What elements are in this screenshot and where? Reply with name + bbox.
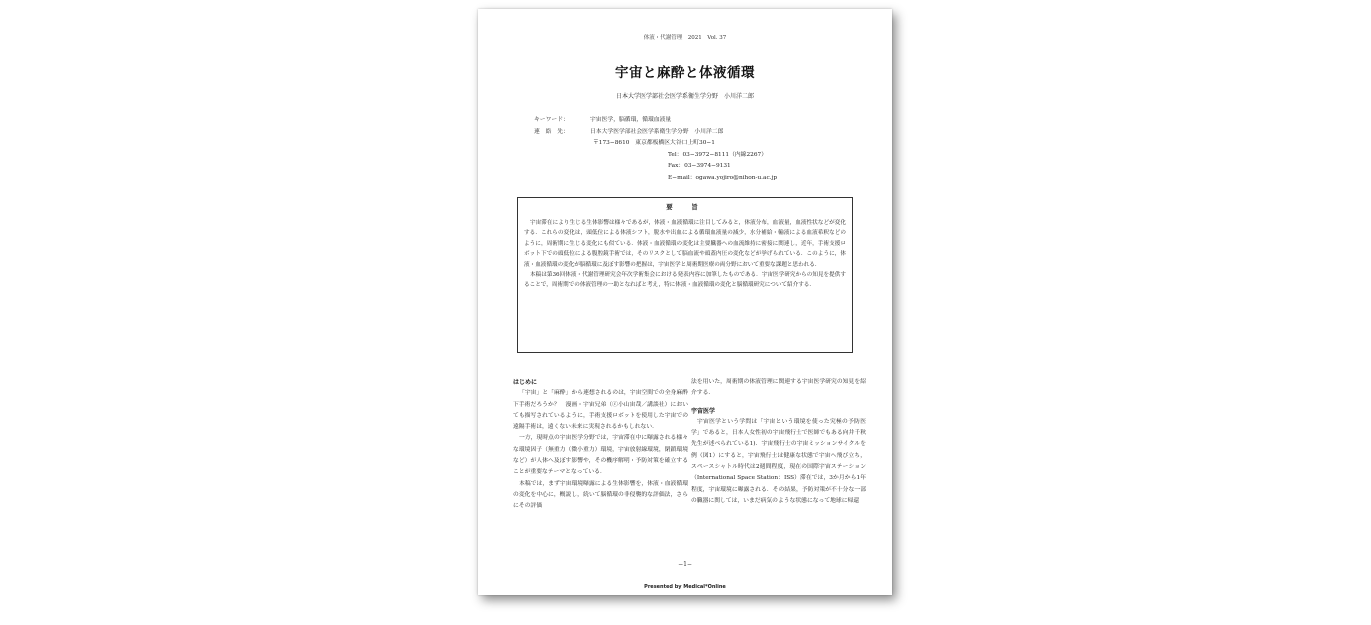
keywords-value: 宇宙医学，脳循環，循環血液量 — [590, 117, 672, 123]
document-page — [478, 9, 892, 595]
section-heading-introduction: はじめに — [513, 379, 538, 386]
tel-row — [534, 150, 864, 162]
address-row — [534, 138, 864, 150]
left-column — [513, 377, 688, 513]
abstract-box — [517, 197, 853, 353]
abstract-paragraph: 宇宙滞在により生じる生体影響は様々であるが，体液・血液循環に注目してみると，体液分布，血液量，血液性状などが変化する．これらの変化は，頭低位による体液シフト，脱水や出血による循環血液量の減少，水分補給・輸液による血液希釈などのように，周術期に生じる変化にも似ている．体液・血液循環の変化は主要臓器への血流維持に密接に関連し，近年，手術支援ロボット下での頭低位による腹腔鏡手術では，そのリスクとして脳血流や頭蓋内圧の変化などが挙げられている．このように，体液・血液循環の変化が脳循環に及ぼす影響の把握は，宇宙医学と周術期医療の両分野において重要な課題と思われる． — [524, 220, 846, 268]
address-value: 〒173−8610 東京都板橋区大谷口上町30−1 — [593, 140, 715, 147]
keywords-label: キーワード： — [534, 117, 569, 123]
journal-header: 体液・代謝管理 2021 Vol. 37 — [643, 35, 727, 41]
publisher-footer: Presented by Medical*Online — [644, 584, 726, 590]
right-column — [691, 377, 866, 507]
article-meta — [534, 115, 864, 185]
contact-label: 連 絡 先： — [534, 128, 569, 135]
author-affiliation: 日本大学医学部社会医学系衛生学分野 小川洋二郎 — [615, 93, 754, 100]
body-paragraph-continuation: 法を用いた，周術期の体液管理に関連する宇宙医学研究の知見を紹介する． — [691, 379, 866, 397]
body-paragraph: 宇宙医学という学問は「宇宙という環境を使った究極の予防医学」であると，日本人女性初の宇宙飛行士で医師でもある向井千秋先生が述べられている1)．宇宙飛行士の宇宙ミッションサイクルを例（図1）にすると，宇宙飛行士は健康な状態で宇宙へ飛び立ち，スペースシャトル時代は2週間程度，現在の国際宇宙ステーション（International Space Station：ISS）滞在では，3か月から1年程度，宇宙環境に曝露される．その結果，予防対策が不十分な一部の臓器に関しては，いまだ病気のような状態になって地球に帰還 — [691, 418, 866, 504]
fax-row — [534, 161, 864, 173]
body-paragraph: 「宇宙」と「麻酔」から連想されるのは，宇宙空間での全身麻酔下手術だろうか？ 漫画・宇宙兄弟（ⓒ小山宙哉／講談社）においても描写されているように，手術支援ロボットを使用した宇宙での遠隔手術は，遠くない未来に実現されるかもしれない． — [513, 390, 688, 431]
keywords-row — [534, 115, 864, 127]
page-number: −1− — [678, 561, 692, 568]
article-title: 宇宙と麻酔と体液循環 — [615, 65, 755, 81]
tel-value: Tel：03−3972−8111（内線2267） — [668, 151, 768, 158]
contact-value: 日本大学医学部社会医学系衛生学分野 小川洋二郎 — [590, 128, 724, 135]
abstract-heading: 要 旨 — [666, 203, 704, 211]
abstract-paragraph: 本稿は第36回体液・代謝管理研究会年次学術集会における発表内容に加筆したものである．宇宙医学研究からの知見を提供することで，周術期での体液管理の一助となればと考え，特に体液・血液循環の変化と脳循環研究について紹介する． — [524, 272, 846, 289]
body-paragraph: 一方，現時点の宇宙医学分野では，宇宙滞在中に曝露される様々な環境因子（無重力（微小重力）環境，宇宙放射線環境，閉鎖環境など）が人体へ及ぼす影響や，その機序解明・予防対策を確立することが重要なテーマとなっている． — [513, 435, 688, 476]
fax-value: Fax：03−3974−9131 — [668, 163, 731, 170]
section-heading-space-medicine: 宇宙医学 — [691, 407, 716, 415]
contact-row — [534, 127, 864, 139]
body-paragraph: 本稿では，まず宇宙環境曝露による生体影響を，体液・血液循環の変化を中心に，概説し，続いて脳循環の非侵襲的な評価法，さらにその評価 — [513, 480, 688, 510]
email-row — [534, 173, 864, 185]
email-value: E−mail：ogawa.yojiro@nihon-u.ac.jp — [668, 174, 778, 181]
